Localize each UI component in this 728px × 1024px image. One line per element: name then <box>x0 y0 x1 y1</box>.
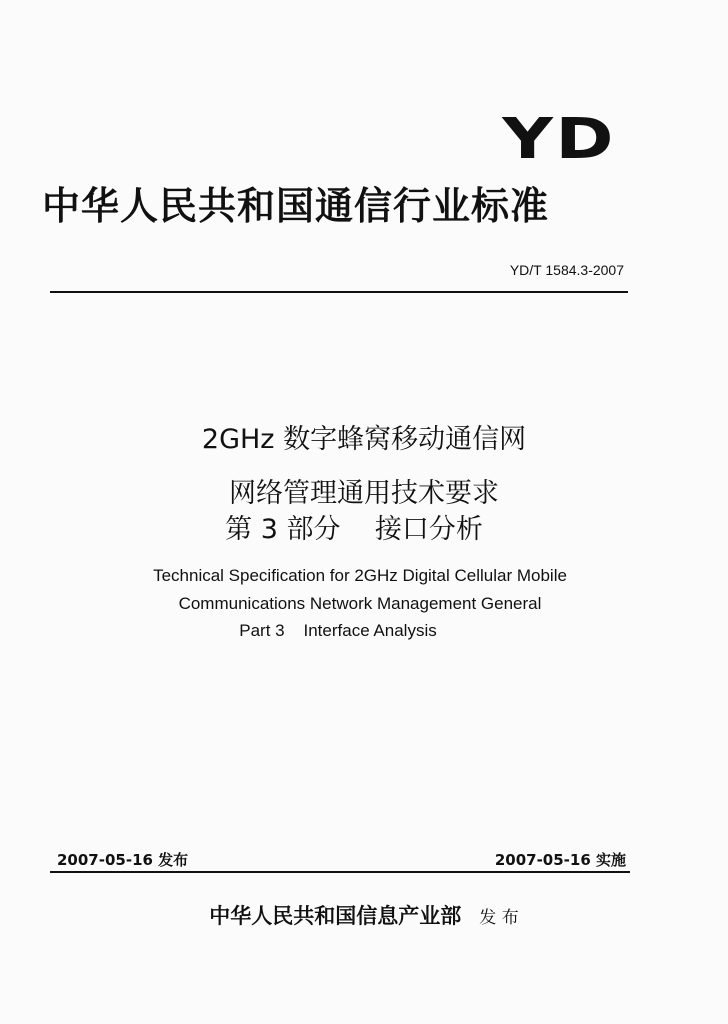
issuer-action: 发 布 <box>479 908 519 928</box>
implementation-date: 2007-05-16 实施 <box>494 851 626 869</box>
title-en-line1: Technical Specification for 2GHz Digital Cellular Mobile <box>153 566 567 585</box>
yd-logo: YD <box>502 107 616 172</box>
title-zh-line2: 网络管理通用技术要求 <box>229 478 499 509</box>
publish-date: 2007-05-16 发布 <box>57 851 189 869</box>
issuer-name: 中华人民共和国信息产业部 <box>209 903 462 928</box>
issuer-line <box>0 900 728 930</box>
organization-title: 中华人民共和国通信行业标准 <box>42 184 550 228</box>
footer-divider <box>50 871 630 873</box>
standard-number: YD/T 1584.3-2007 <box>509 262 624 278</box>
title-en-line3: Part 3 Interface Analysis <box>239 621 437 640</box>
title-en-line2: Communications Network Management General <box>178 594 542 613</box>
title-zh-line1: 2GHz 数字蜂窝移动通信网 <box>201 424 527 455</box>
header-divider <box>50 291 628 293</box>
title-zh-line3: 第 3 部分 接口分析 <box>225 514 483 545</box>
